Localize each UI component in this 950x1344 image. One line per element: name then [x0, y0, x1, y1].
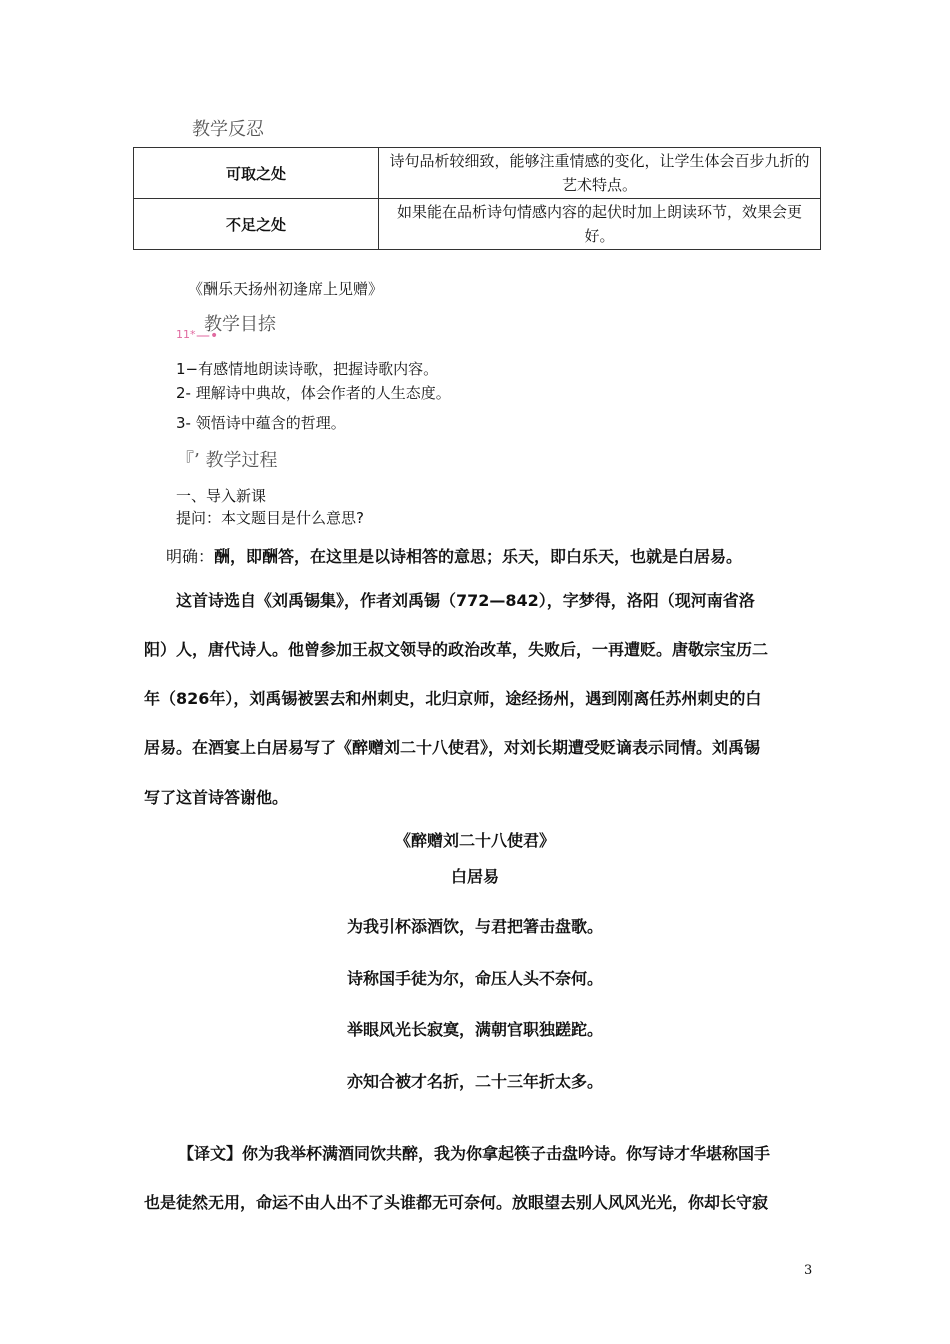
table-row: [134, 148, 821, 199]
poem-line-1: 为我引杯添酒饮，与君把箸击盘歌。: [346, 917, 603, 936]
paragraph-line-1: 这首诗选自《刘禹锡集》，作者刘禹锡（772—842），字梦得，洛阳（现河南省洛: [176, 591, 755, 610]
answer-prefix: 明确：: [166, 547, 215, 566]
paragraph-line-2: 阳）人，唐代诗人。他曾参加王叔文领导的政治改革，失败后，一再遭贬。唐敬宗宝历二: [144, 640, 769, 659]
question-text: 提问：本文题目是什么意思?: [176, 509, 364, 527]
row-label-strengths: 可取之处: [134, 148, 379, 199]
poem-author: 白居易: [450, 867, 499, 886]
reflection-table: [133, 147, 821, 250]
poem-line-3: 举眼风光长寂寞，满朝官职独蹉跎。: [346, 1020, 603, 1039]
lesson-title: 《酬乐天扬州初逢席上见赠》: [188, 280, 384, 298]
paragraph-line-5: 写了这首诗答谢他。: [144, 788, 289, 807]
goal-item-3: 3- 领悟诗中蕴含的哲理。: [176, 414, 346, 432]
row-content-weaknesses: 如果能在品析诗句情感内容的起伏时加上朗读环节，效果会更好。: [379, 199, 821, 250]
poem-title: 《醉赠刘二十八使君》: [394, 831, 555, 850]
answer-body: 酬，即酬答，在这里是以诗相答的意思；乐天，即白乐天，也就是白居易。: [214, 547, 743, 566]
stamp-line: —•: [196, 328, 219, 344]
poem-line-4: 亦知合被才名折，二十三年折太多。: [346, 1072, 603, 1091]
goal-item-2: 2- 理解诗中典故，体会作者的人生态度。: [176, 384, 451, 402]
stamp-mark: 11*: [176, 328, 196, 341]
goals-heading: 教学目捺: [204, 314, 276, 335]
row-content-strengths: 诗句品析较细致，能够注重情感的变化，让学生体会百步九折的艺术特点。: [379, 148, 821, 199]
translation-line-2: 也是徒然无用，命运不由人出不了头谁都无可奈何。放眼望去别人风风光光，你却长守寂: [144, 1193, 769, 1212]
poem-line-2: 诗称国手徒为尔，命压人头不奈何。: [346, 969, 603, 988]
paragraph-line-4: 居易。在酒宴上白居易写了《醉赠刘二十八使君》，对刘长期遭受贬谪表示同情。刘禹锡: [144, 738, 761, 757]
translation-line-1: 【译文】你为我举杯满酒同饮共醉，我为你拿起筷子击盘吟诗。你写诗才华堪称国手: [178, 1144, 771, 1163]
table-row: [134, 199, 821, 250]
goal-item-1: 1−有感情地朗读诗歌，把握诗歌内容。: [176, 360, 439, 378]
process-heading: 『’ 教学过程: [176, 450, 278, 471]
answer-line: [166, 544, 742, 567]
reflection-heading: 教学反忍: [192, 119, 264, 140]
row-label-weaknesses: 不足之处: [134, 199, 379, 250]
page-number: 3: [804, 1263, 813, 1278]
step-intro: 一、导入新课: [176, 487, 267, 505]
paragraph-line-3: 年（826年），刘禹锡被罢去和州刺史，北归京师，途经扬州，遇到刚离任苏州刺史的白: [144, 689, 762, 708]
